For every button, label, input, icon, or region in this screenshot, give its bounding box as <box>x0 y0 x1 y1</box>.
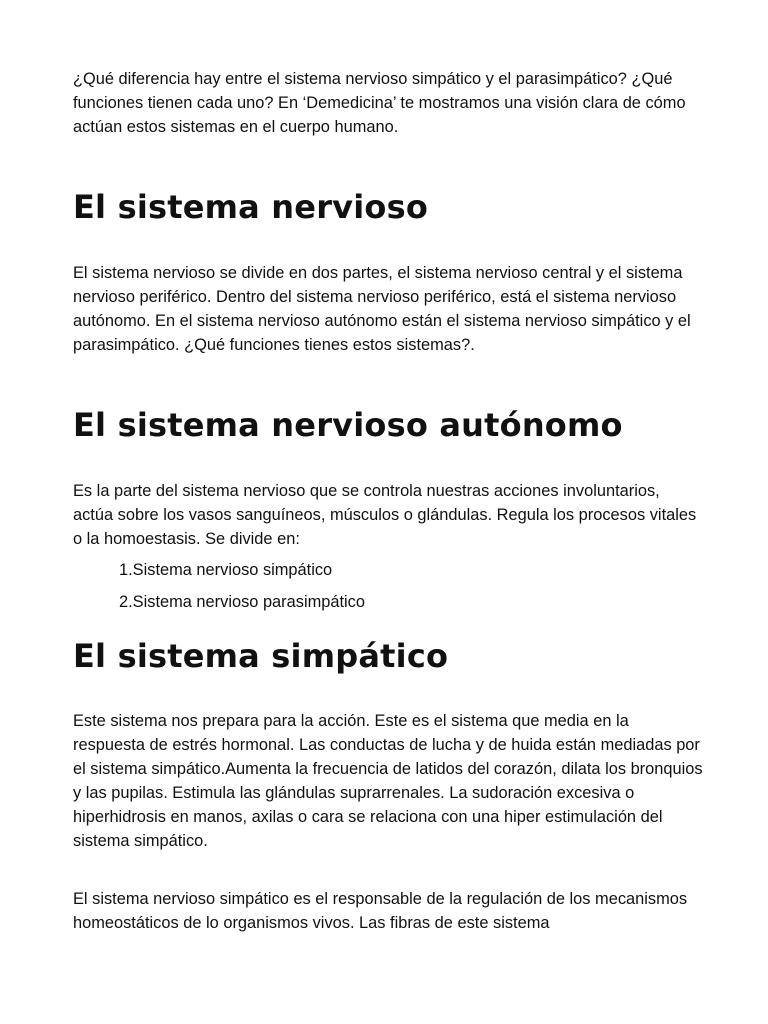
paragraph-sistema-autonomo: Es la parte del sistema nervioso que se controla nuestras acciones involuntarios, actúa sobre los vasos sanguíneos, músculos o glándulas. Regula los procesos vitales o la homoestasis. Se divide en: <box>73 482 697 548</box>
intro-paragraph: ¿Qué diferencia hay entre el sistema nervioso simpático y el parasimpático? ¿Qué funciones tienen cada uno? En ‘Demedicina’ te mostramos una visión clara de cómo actúan estos sistemas en el cuerpo humano. <box>73 70 686 136</box>
list-item-simpatico: 1.Sistema nervioso simpático <box>119 561 333 579</box>
list-item-parasimpatico: 2.Sistema nervioso parasimpático <box>119 593 365 611</box>
paragraph-sistema-nervioso: El sistema nervioso se divide en dos partes, el sistema nervioso central y el sistema nervioso periférico. Dentro del sistema nervioso periférico, está el sistema nervioso autónomo. En el sistema nervioso autónomo están el sistema nervioso simpático y el parasimpático. ¿Qué funciones tienes estos sistemas?. <box>73 264 691 354</box>
paragraph-sistema-simpatico-2: El sistema nervioso simpático es el responsable de la regulación de los mecanismos homeostáticos de lo organismos vivos. Las fibras de este sistema <box>73 890 688 932</box>
paragraph-sistema-simpatico: Este sistema nos prepara para la acción. Este es el sistema que media en la respuesta de estrés hormonal. Las conductas de lucha y de huida están mediadas por el sistema simpático.Aumenta la frecuencia de latidos del corazón, dilata los bronquios y las pupilas. Estimula las glándulas suprarrenales. La sudoración excesiva o hiperhidrosis en manos, axilas o cara se relaciona con una hiper estimulación del sistema simpático. <box>73 712 703 850</box>
heading-sistema-autonomo: El sistema nervioso autónomo <box>73 406 623 444</box>
heading-sistema-simpatico: El sistema simpático <box>73 637 449 675</box>
heading-sistema-nervioso: El sistema nervioso <box>73 188 429 226</box>
